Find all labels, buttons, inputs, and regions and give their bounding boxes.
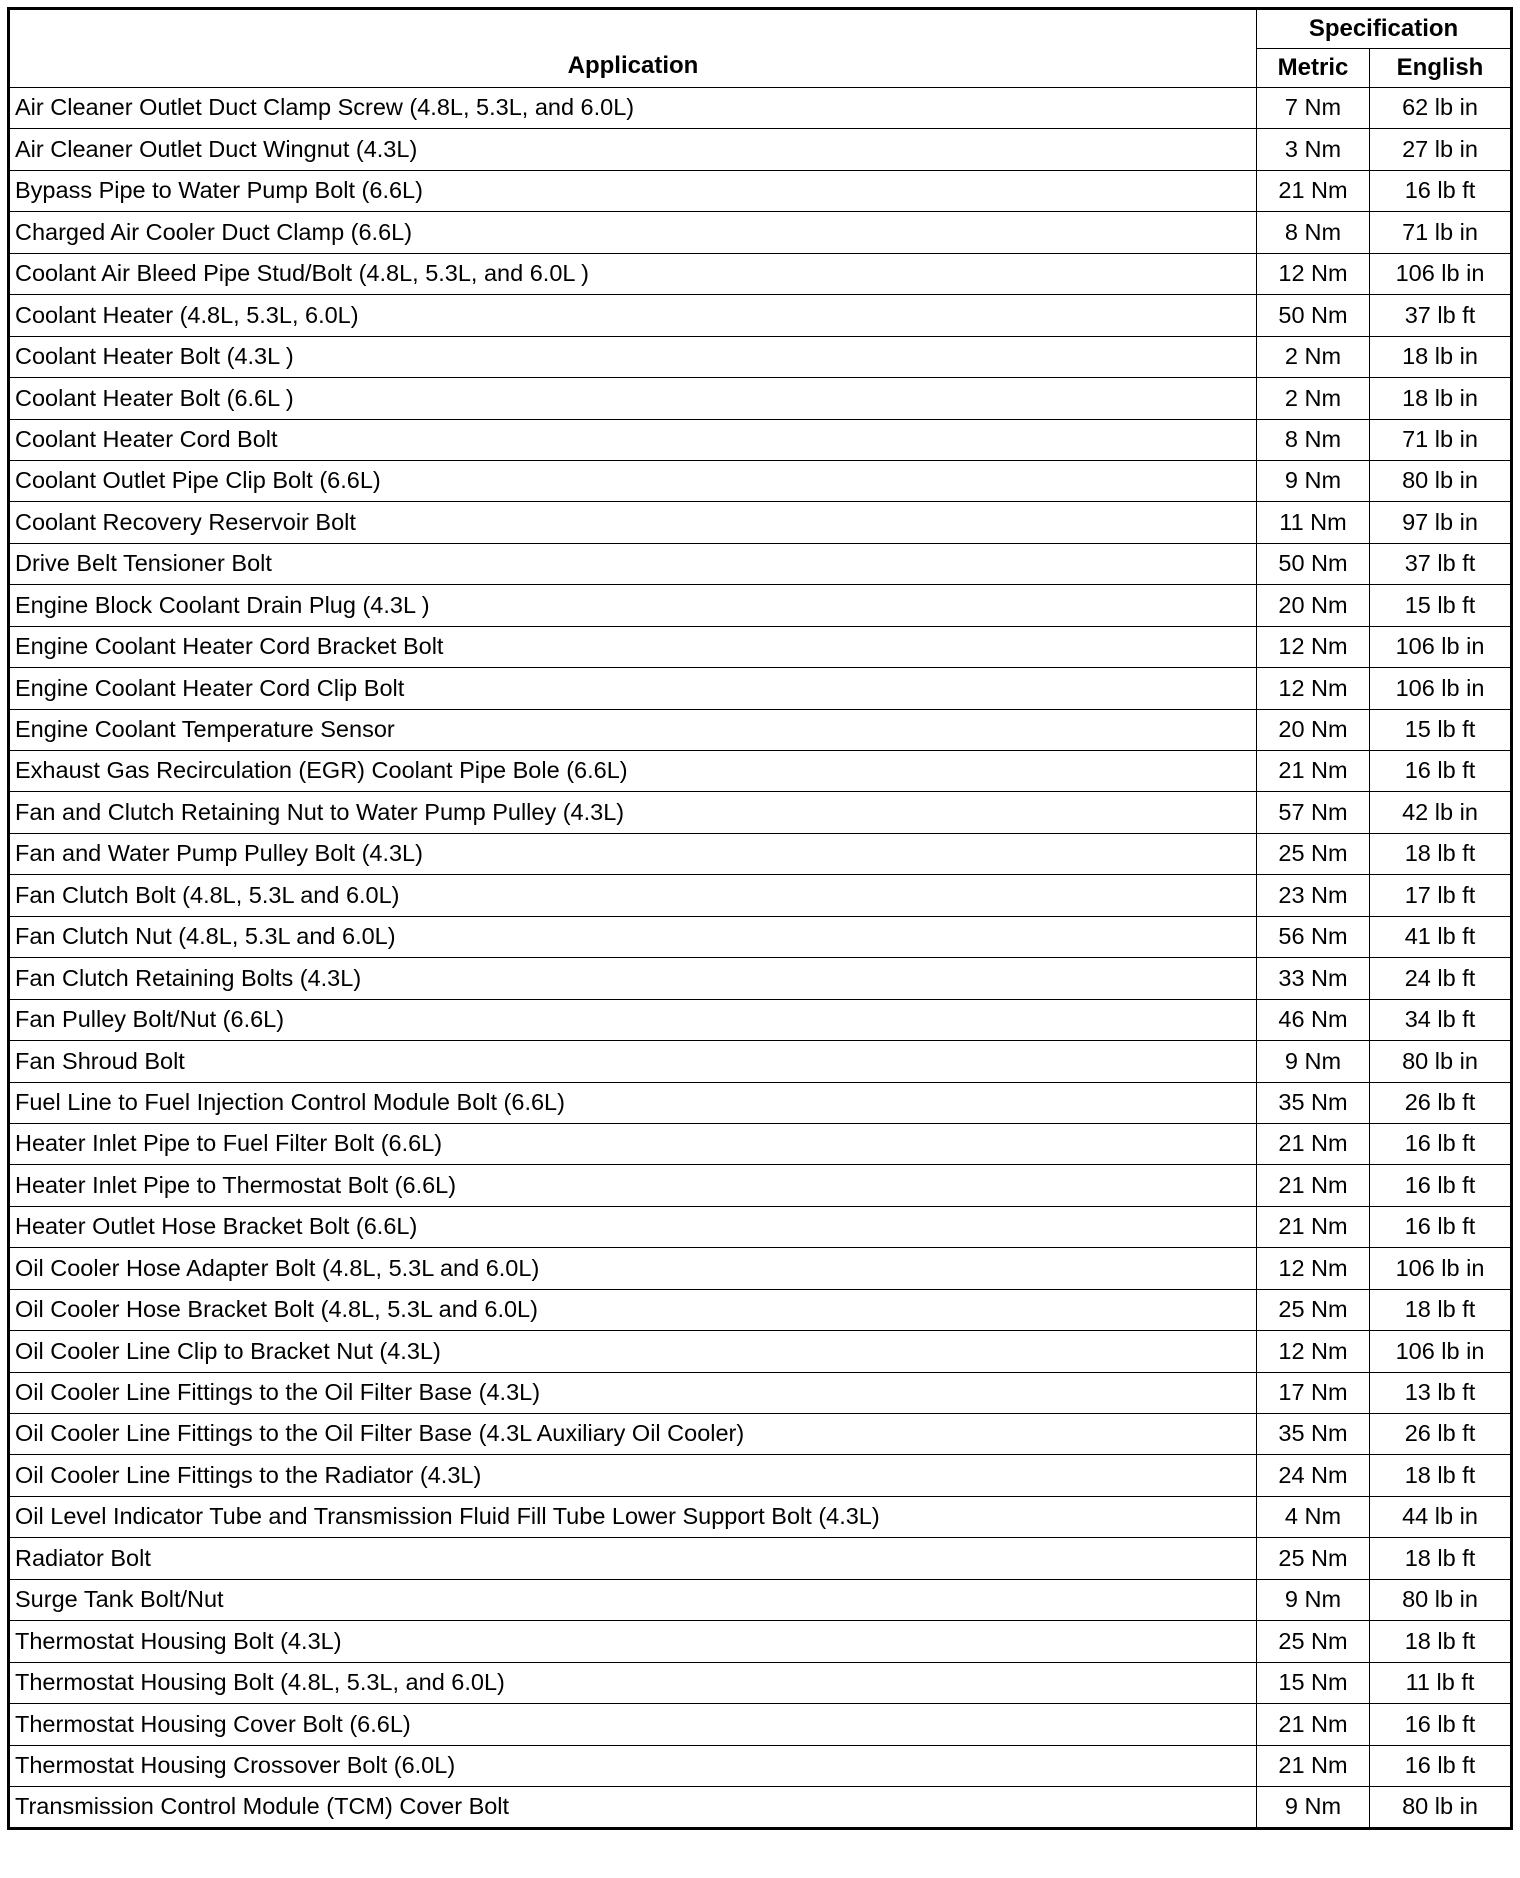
table-row <box>9 1331 1512 1372</box>
english-cell: 37 lb ft <box>1370 295 1512 336</box>
english-cell: 34 lb ft <box>1370 999 1512 1040</box>
table-row <box>9 1123 1512 1164</box>
table-row <box>9 1082 1512 1123</box>
english-cell: 18 lb ft <box>1370 1538 1512 1579</box>
metric-cell: 12 Nm <box>1257 668 1370 709</box>
english-cell: 106 lb in <box>1370 626 1512 667</box>
header-row-top <box>9 9 1512 49</box>
metric-cell: 25 Nm <box>1257 1538 1370 1579</box>
application-cell: Oil Level Indicator Tube and Transmission Fluid Fill Tube Lower Support Bolt (4.3L) <box>9 1496 1257 1537</box>
table-row <box>9 875 1512 916</box>
table-row <box>9 792 1512 833</box>
application-cell: Oil Cooler Line Fittings to the Oil Filter Base (4.3L Auxiliary Oil Cooler) <box>9 1414 1257 1455</box>
english-cell: 26 lb ft <box>1370 1414 1512 1455</box>
table-row <box>9 460 1512 501</box>
english-cell: 18 lb ft <box>1370 1621 1512 1662</box>
table-row <box>9 1579 1512 1620</box>
metric-cell: 11 Nm <box>1257 502 1370 543</box>
application-cell: Engine Coolant Heater Cord Clip Bolt <box>9 668 1257 709</box>
english-cell: 80 lb in <box>1370 1786 1512 1828</box>
english-cell: 62 lb in <box>1370 88 1512 129</box>
application-cell: Fan Clutch Retaining Bolts (4.3L) <box>9 958 1257 999</box>
metric-cell: 21 Nm <box>1257 1745 1370 1786</box>
application-cell: Oil Cooler Line Fittings to the Radiator (4.3L) <box>9 1455 1257 1496</box>
english-cell: 18 lb ft <box>1370 1455 1512 1496</box>
metric-cell: 21 Nm <box>1257 170 1370 211</box>
application-cell: Heater Inlet Pipe to Fuel Filter Bolt (6.6L) <box>9 1123 1257 1164</box>
metric-cell: 46 Nm <box>1257 999 1370 1040</box>
application-cell: Heater Outlet Hose Bracket Bolt (6.6L) <box>9 1206 1257 1247</box>
table-row <box>9 958 1512 999</box>
application-cell: Fan and Water Pump Pulley Bolt (4.3L) <box>9 833 1257 874</box>
metric-cell: 3 Nm <box>1257 129 1370 170</box>
table-row <box>9 833 1512 874</box>
application-cell: Fuel Line to Fuel Injection Control Module Bolt (6.6L) <box>9 1082 1257 1123</box>
metric-cell: 35 Nm <box>1257 1082 1370 1123</box>
metric-cell: 17 Nm <box>1257 1372 1370 1413</box>
english-cell: 97 lb in <box>1370 502 1512 543</box>
english-cell: 16 lb ft <box>1370 1704 1512 1745</box>
english-cell: 106 lb in <box>1370 253 1512 294</box>
application-cell: Engine Coolant Temperature Sensor <box>9 709 1257 750</box>
application-cell: Air Cleaner Outlet Duct Clamp Screw (4.8L, 5.3L, and 6.0L) <box>9 88 1257 129</box>
metric-cell: 50 Nm <box>1257 543 1370 584</box>
table-row <box>9 626 1512 667</box>
metric-cell: 2 Nm <box>1257 336 1370 377</box>
metric-cell: 8 Nm <box>1257 212 1370 253</box>
table-row <box>9 1248 1512 1289</box>
table-row <box>9 1496 1512 1537</box>
table-row <box>9 751 1512 792</box>
metric-cell: 21 Nm <box>1257 1206 1370 1247</box>
metric-cell: 4 Nm <box>1257 1496 1370 1537</box>
metric-cell: 9 Nm <box>1257 1786 1370 1828</box>
application-cell: Oil Cooler Hose Bracket Bolt (4.8L, 5.3L and 6.0L) <box>9 1289 1257 1330</box>
english-cell: 18 lb in <box>1370 336 1512 377</box>
english-cell: 16 lb ft <box>1370 1123 1512 1164</box>
application-cell: Thermostat Housing Crossover Bolt (6.0L) <box>9 1745 1257 1786</box>
english-cell: 24 lb ft <box>1370 958 1512 999</box>
application-cell: Oil Cooler Hose Adapter Bolt (4.8L, 5.3L and 6.0L) <box>9 1248 1257 1289</box>
english-cell: 106 lb in <box>1370 668 1512 709</box>
metric-cell: 2 Nm <box>1257 378 1370 419</box>
application-cell: Fan Pulley Bolt/Nut (6.6L) <box>9 999 1257 1040</box>
table-row <box>9 1206 1512 1247</box>
english-cell: 17 lb ft <box>1370 875 1512 916</box>
application-cell: Coolant Outlet Pipe Clip Bolt (6.6L) <box>9 460 1257 501</box>
metric-cell: 9 Nm <box>1257 1041 1370 1082</box>
metric-cell: 15 Nm <box>1257 1662 1370 1703</box>
application-cell: Heater Inlet Pipe to Thermostat Bolt (6.6L) <box>9 1165 1257 1206</box>
metric-cell: 50 Nm <box>1257 295 1370 336</box>
application-cell: Charged Air Cooler Duct Clamp (6.6L) <box>9 212 1257 253</box>
metric-column-header: Metric <box>1257 49 1370 88</box>
table-row <box>9 1704 1512 1745</box>
table-row <box>9 502 1512 543</box>
metric-cell: 25 Nm <box>1257 1621 1370 1662</box>
english-cell: 18 lb in <box>1370 378 1512 419</box>
metric-cell: 21 Nm <box>1257 1123 1370 1164</box>
metric-cell: 21 Nm <box>1257 1704 1370 1745</box>
metric-cell: 25 Nm <box>1257 1289 1370 1330</box>
table-row <box>9 88 1512 129</box>
english-cell: 37 lb ft <box>1370 543 1512 584</box>
table-row <box>9 916 1512 957</box>
application-cell: Thermostat Housing Bolt (4.3L) <box>9 1621 1257 1662</box>
application-cell: Oil Cooler Line Fittings to the Oil Filter Base (4.3L) <box>9 1372 1257 1413</box>
table-row <box>9 419 1512 460</box>
application-cell: Coolant Air Bleed Pipe Stud/Bolt (4.8L, 5.3L, and 6.0L ) <box>9 253 1257 294</box>
application-cell: Thermostat Housing Bolt (4.8L, 5.3L, and 6.0L) <box>9 1662 1257 1703</box>
english-cell: 80 lb in <box>1370 460 1512 501</box>
table-row <box>9 585 1512 626</box>
table-row <box>9 1041 1512 1082</box>
application-cell: Fan Shroud Bolt <box>9 1041 1257 1082</box>
metric-cell: 56 Nm <box>1257 916 1370 957</box>
english-cell: 11 lb ft <box>1370 1662 1512 1703</box>
application-cell: Bypass Pipe to Water Pump Bolt (6.6L) <box>9 170 1257 211</box>
english-cell: 80 lb in <box>1370 1041 1512 1082</box>
metric-cell: 21 Nm <box>1257 751 1370 792</box>
torque-specification-table <box>7 7 1513 1830</box>
table-row <box>9 1289 1512 1330</box>
english-cell: 16 lb ft <box>1370 1165 1512 1206</box>
table-row <box>9 999 1512 1040</box>
table-row <box>9 1372 1512 1413</box>
application-cell: Radiator Bolt <box>9 1538 1257 1579</box>
application-cell: Oil Cooler Line Clip to Bracket Nut (4.3L) <box>9 1331 1257 1372</box>
application-cell: Drive Belt Tensioner Bolt <box>9 543 1257 584</box>
metric-cell: 21 Nm <box>1257 1165 1370 1206</box>
table-row <box>9 1414 1512 1455</box>
english-cell: 15 lb ft <box>1370 585 1512 626</box>
application-cell: Coolant Heater (4.8L, 5.3L, 6.0L) <box>9 295 1257 336</box>
english-cell: 106 lb in <box>1370 1248 1512 1289</box>
metric-cell: 9 Nm <box>1257 460 1370 501</box>
application-cell: Air Cleaner Outlet Duct Wingnut (4.3L) <box>9 129 1257 170</box>
application-cell: Surge Tank Bolt/Nut <box>9 1579 1257 1620</box>
metric-cell: 12 Nm <box>1257 253 1370 294</box>
table-row <box>9 543 1512 584</box>
metric-cell: 24 Nm <box>1257 1455 1370 1496</box>
metric-cell: 12 Nm <box>1257 626 1370 667</box>
english-cell: 16 lb ft <box>1370 170 1512 211</box>
table-header <box>9 9 1512 88</box>
table-row <box>9 709 1512 750</box>
metric-cell: 23 Nm <box>1257 875 1370 916</box>
application-cell: Coolant Recovery Reservoir Bolt <box>9 502 1257 543</box>
english-cell: 44 lb in <box>1370 1496 1512 1537</box>
english-cell: 80 lb in <box>1370 1579 1512 1620</box>
table-row <box>9 295 1512 336</box>
metric-cell: 12 Nm <box>1257 1248 1370 1289</box>
table-row <box>9 1538 1512 1579</box>
table-row <box>9 253 1512 294</box>
application-cell: Thermostat Housing Cover Bolt (6.6L) <box>9 1704 1257 1745</box>
table-row <box>9 1745 1512 1786</box>
metric-cell: 9 Nm <box>1257 1579 1370 1620</box>
metric-cell: 8 Nm <box>1257 419 1370 460</box>
english-cell: 26 lb ft <box>1370 1082 1512 1123</box>
table-row <box>9 1455 1512 1496</box>
table-row <box>9 1786 1512 1828</box>
english-cell: 16 lb ft <box>1370 751 1512 792</box>
application-cell: Transmission Control Module (TCM) Cover Bolt <box>9 1786 1257 1828</box>
application-cell: Engine Coolant Heater Cord Bracket Bolt <box>9 626 1257 667</box>
metric-cell: 20 Nm <box>1257 585 1370 626</box>
english-cell: 106 lb in <box>1370 1331 1512 1372</box>
application-cell: Exhaust Gas Recirculation (EGR) Coolant Pipe Bole (6.6L) <box>9 751 1257 792</box>
application-cell: Fan Clutch Nut (4.8L, 5.3L and 6.0L) <box>9 916 1257 957</box>
table-row <box>9 668 1512 709</box>
metric-cell: 57 Nm <box>1257 792 1370 833</box>
metric-cell: 35 Nm <box>1257 1414 1370 1455</box>
metric-cell: 7 Nm <box>1257 88 1370 129</box>
application-cell: Coolant Heater Cord Bolt <box>9 419 1257 460</box>
english-column-header: English <box>1370 49 1512 88</box>
english-cell: 18 lb ft <box>1370 833 1512 874</box>
english-cell: 16 lb ft <box>1370 1206 1512 1247</box>
english-cell: 42 lb in <box>1370 792 1512 833</box>
application-cell: Fan and Clutch Retaining Nut to Water Pump Pulley (4.3L) <box>9 792 1257 833</box>
specification-column-header: Specification <box>1257 9 1512 49</box>
table-row <box>9 336 1512 377</box>
english-cell: 18 lb ft <box>1370 1289 1512 1330</box>
table-row <box>9 378 1512 419</box>
application-column-header: Application <box>9 9 1257 88</box>
english-cell: 16 lb ft <box>1370 1745 1512 1786</box>
table-row <box>9 1621 1512 1662</box>
table-body <box>9 88 1512 1829</box>
english-cell: 27 lb in <box>1370 129 1512 170</box>
table-row <box>9 1662 1512 1703</box>
application-cell: Engine Block Coolant Drain Plug (4.3L ) <box>9 585 1257 626</box>
english-cell: 71 lb in <box>1370 212 1512 253</box>
metric-cell: 33 Nm <box>1257 958 1370 999</box>
english-cell: 15 lb ft <box>1370 709 1512 750</box>
english-cell: 41 lb ft <box>1370 916 1512 957</box>
english-cell: 13 lb ft <box>1370 1372 1512 1413</box>
table-row <box>9 170 1512 211</box>
table-row <box>9 129 1512 170</box>
table-row <box>9 1165 1512 1206</box>
english-cell: 71 lb in <box>1370 419 1512 460</box>
application-cell: Coolant Heater Bolt (4.3L ) <box>9 336 1257 377</box>
metric-cell: 20 Nm <box>1257 709 1370 750</box>
metric-cell: 25 Nm <box>1257 833 1370 874</box>
metric-cell: 12 Nm <box>1257 1331 1370 1372</box>
application-cell: Coolant Heater Bolt (6.6L ) <box>9 378 1257 419</box>
table-row <box>9 212 1512 253</box>
application-cell: Fan Clutch Bolt (4.8L, 5.3L and 6.0L) <box>9 875 1257 916</box>
